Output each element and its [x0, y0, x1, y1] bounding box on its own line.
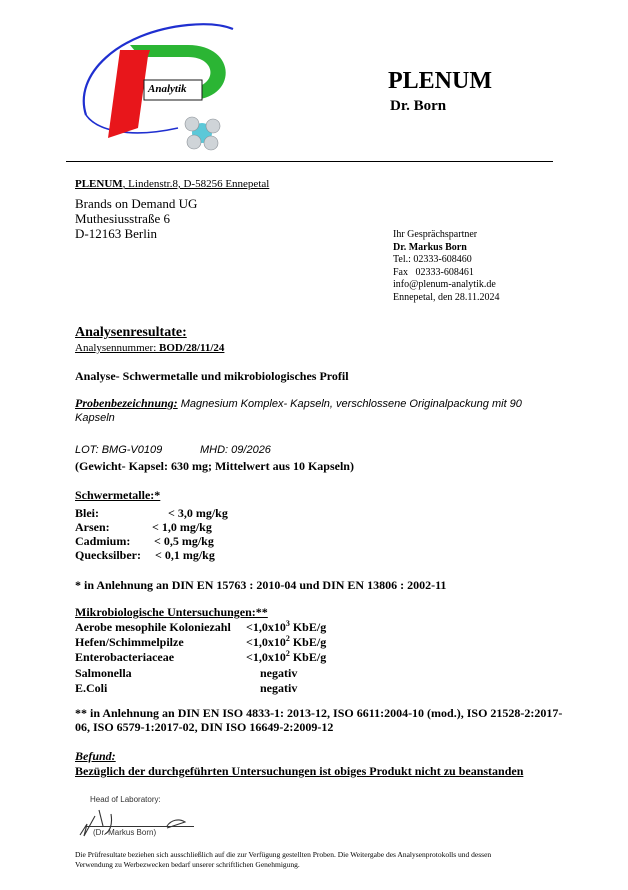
micro-name: Aerobe mesophile Koloniezahl	[75, 620, 231, 634]
signature-label: Head of Laboratory:	[90, 795, 161, 804]
recipient-line-2: Muthesiusstraße 6	[75, 211, 170, 226]
logo-text: Analytik	[148, 83, 187, 95]
footer-line-2: Verwendung zu Werbezwecken bedarf unserer schriftlichen Genehmigung.	[75, 860, 300, 869]
sample-label: Probenbezeichnung:	[75, 396, 178, 410]
table-row	[75, 548, 215, 563]
header-divider	[66, 161, 553, 162]
micro-value: $<1,0x10^2$ KbE/g	[246, 634, 327, 649]
metal-name: Quecksilber:	[75, 548, 141, 562]
signature-line	[86, 826, 194, 827]
sample-line-1	[75, 396, 522, 411]
finding-label: Befund:	[75, 749, 116, 763]
sender-line	[75, 178, 269, 190]
finding-text: Bezüglich der durchgeführten Untersuchungen ist obiges Produkt nicht zu beanstanden	[75, 764, 524, 778]
table-row	[75, 666, 297, 681]
metal-value: < 0,5 mg/kg	[154, 534, 214, 548]
contact-tel: Tel.: 02333-608460	[393, 254, 472, 266]
results-heading: Analysenresultate:	[75, 325, 187, 340]
recipient-line-1: Brands on Demand UG	[75, 196, 198, 211]
analysis-number: BOD/28/11/24	[159, 342, 225, 354]
sample-desc: Magnesium Komplex- Kapseln, verschlossene Originalpackung mit 90	[177, 398, 522, 410]
heavy-metals-heading: Schwermetalle:*	[75, 488, 161, 502]
table-row	[75, 534, 214, 549]
micro-value: negativ	[260, 666, 298, 680]
analysis-number-label: Analysennummer:	[75, 342, 160, 354]
signature-name: (Dr. Markus Born)	[93, 828, 157, 837]
recipient-line-3: D-12163 Berlin	[75, 226, 157, 241]
table-row	[75, 506, 228, 521]
micro-heading: Mikrobiologische Untersuchungen:**	[75, 605, 268, 619]
sample-desc-line-2: Kapseln	[75, 412, 115, 424]
contact-block	[393, 229, 500, 305]
analysis-number-line	[75, 342, 224, 354]
analysis-title: Analyse- Schwermetalle und mikrobiologisches Profil	[75, 369, 349, 383]
micro-note-line-1: ** in Anlehnung an DIN EN ISO 4833-1: 2013-12, ISO 6611:2004-10 (mod.), ISO 21528-2:2017-	[75, 706, 563, 720]
metal-value: < 3,0 mg/kg	[168, 506, 228, 520]
company-name: PLENUM	[388, 68, 492, 94]
metal-value: < 1,0 mg/kg	[152, 520, 212, 534]
contact-fax: Fax 02333-608461	[393, 266, 474, 278]
table-row	[75, 620, 326, 635]
heavy-metals-note: * in Anlehnung an DIN EN 15763 : 2010-04 und DIN EN 13806 : 2002-11	[75, 578, 447, 592]
sample-weight: (Gewicht- Kapsel: 630 mg; Mittelwert aus 10 Kapseln)	[75, 459, 354, 473]
contact-name: Dr. Markus Born	[393, 241, 467, 253]
contact-label: Ihr Gesprächspartner	[393, 229, 478, 240]
contact-place-date: Ennepetal, den 28.11.2024	[393, 291, 500, 303]
micro-name: E.Coli	[75, 681, 108, 695]
contact-email: info@plenum-analytik.de	[393, 279, 496, 291]
metal-name: Blei:	[75, 506, 99, 520]
sample-lot: LOT: BMG-V0109	[75, 444, 163, 456]
sender-address: , Lindenstr.8, D-58256 Ennepetal	[122, 178, 270, 190]
micro-value: $<1,0x10^2$ KbE/g	[246, 649, 327, 664]
micro-name: Hefen/Schimmelpilze	[75, 635, 184, 649]
table-row	[75, 635, 326, 650]
company-logo	[78, 20, 248, 155]
footer-line-1: Die Prüfresultate beziehen sich ausschließlich auf die zur Verfügung gestellten Proben. Die Weitergabe des Analysenprotokolls und dessen	[75, 850, 492, 859]
sample-mhd: MHD: 09/2026	[200, 444, 271, 456]
metal-name: Cadmium:	[75, 534, 131, 548]
micro-value: negativ	[260, 681, 298, 695]
table-row	[75, 681, 297, 696]
header-person: Dr. Born	[390, 98, 447, 114]
table-row	[75, 520, 212, 535]
metal-name: Arsen:	[75, 520, 110, 534]
micro-note-line-2: 06, ISO 6579-1:2017-02, DIN ISO 16649-2:2009-12	[75, 720, 334, 734]
micro-name: Enterobacteriaceae	[75, 650, 175, 664]
micro-value: $<1,0x10^3$ KbE/g	[246, 619, 327, 634]
micro-name: Salmonella	[75, 666, 132, 680]
metal-value: < 0,1 mg/kg	[155, 548, 215, 562]
sender-name: PLENUM	[75, 178, 123, 190]
table-row	[75, 650, 326, 665]
